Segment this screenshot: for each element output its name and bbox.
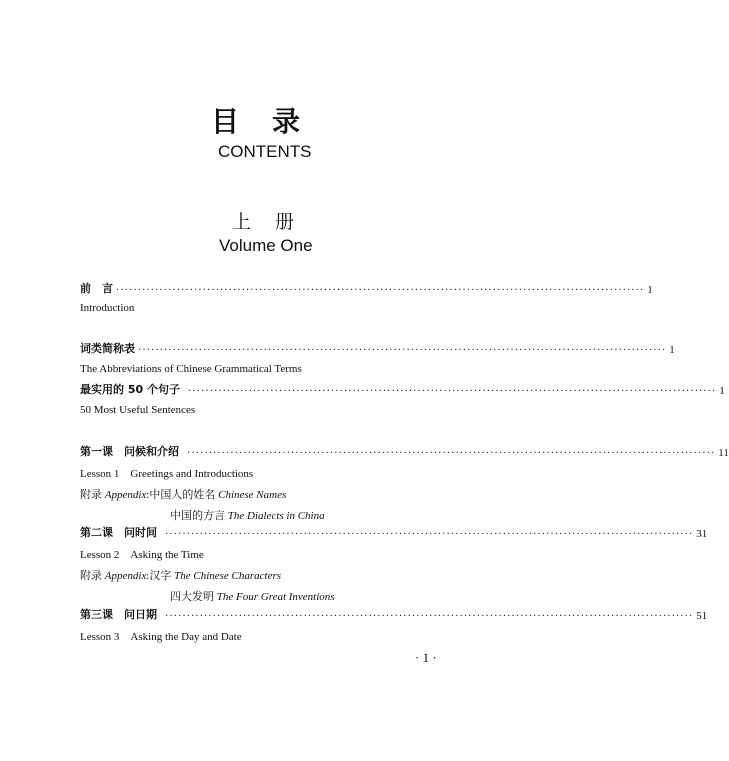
appendix-prefix-cn: 附录 xyxy=(80,570,102,582)
appendix-prefix-en: Appendix xyxy=(104,570,147,582)
toc-entry-page: 31 xyxy=(696,528,708,540)
appendix-prefix-cn: 附录 xyxy=(80,489,102,501)
leader-dots: ·························································································································· xyxy=(187,386,717,397)
leader-dots: ·························································································································· xyxy=(187,448,716,459)
title-cn-left: 目 xyxy=(211,105,240,138)
toc-entry-page: 51 xyxy=(696,610,708,622)
toc-entry-label: 前 言 xyxy=(80,282,113,295)
volume-cn-right: 册 xyxy=(275,211,295,233)
toc-entry-label: 第三课 问日期 xyxy=(80,608,157,621)
appendix-item-en: The Dialects in China xyxy=(227,510,325,522)
volume-cn-left: 上 xyxy=(232,211,252,233)
leader-dots: ·························································································································· xyxy=(116,285,645,296)
appendix-item-cn: 中国的方言 xyxy=(170,510,225,522)
toc-entry-sentences[interactable] xyxy=(80,381,725,397)
toc-entry-en: The Abbreviations of Chinese Grammatical Terms xyxy=(80,363,302,375)
appendix-item-cn: 汉字 xyxy=(149,570,172,582)
toc-entry-label: 最实用的 50 个句子 xyxy=(80,383,180,396)
toc-entry-label: 词类简称表 xyxy=(80,342,135,355)
page-number: · 1 · xyxy=(415,650,437,665)
toc-entry-introduction[interactable] xyxy=(80,280,653,296)
appendix-line xyxy=(170,507,325,523)
title-cn-right: 录 xyxy=(272,105,301,138)
toc-entry-lesson-1[interactable] xyxy=(80,443,729,459)
toc-entry-page: 1 xyxy=(669,344,675,356)
appendix-line: 附录 Appendix:汉字 The Chinese Characters xyxy=(80,570,282,582)
leader-dots: ·························································································································· xyxy=(138,345,667,356)
appendix-item-en: The Chinese Characters xyxy=(174,570,282,582)
toc-entry-en: Introduction xyxy=(80,302,135,314)
toc-entry-page: 11 xyxy=(718,447,729,459)
toc-entry-en: Lesson 1 Greetings and Introductions xyxy=(80,468,254,480)
toc-entry-page: 1 xyxy=(647,284,653,296)
leader-dots: ·························································································································· xyxy=(165,529,694,540)
appendix-item-en: Chinese Names xyxy=(218,489,287,501)
appendix-line: 附录 Appendix:中国人的姓名 Chinese Names xyxy=(80,489,287,501)
appendix-item-en: The Four Great Inventions xyxy=(216,591,335,603)
toc-entry-page: 1 xyxy=(719,385,725,397)
toc-entry-label: 第一课 问候和介绍 xyxy=(80,445,179,458)
leader-dots: ·························································································································· xyxy=(165,611,694,622)
toc-entry-en: 50 Most Useful Sentences xyxy=(80,404,196,416)
toc-entry-en: Lesson 2 Asking the Time xyxy=(80,549,204,561)
toc-entry-en: Lesson 3 Asking the Day and Date xyxy=(80,631,242,643)
toc-entry-lesson-2[interactable] xyxy=(80,524,708,540)
appendix-prefix-en: Appendix xyxy=(104,489,147,501)
appendix-item-cn: 中国人的姓名 xyxy=(149,489,216,501)
title-en: CONTENTS xyxy=(218,142,312,161)
toc-entry-abbreviations[interactable] xyxy=(80,340,675,356)
toc-entry-label: 第二课 问时间 xyxy=(80,526,157,539)
toc-entry-lesson-3[interactable] xyxy=(80,606,708,622)
appendix-item-cn: 四大发明 xyxy=(170,591,214,603)
volume-en: Volume One xyxy=(219,236,313,255)
appendix-line xyxy=(170,588,335,604)
